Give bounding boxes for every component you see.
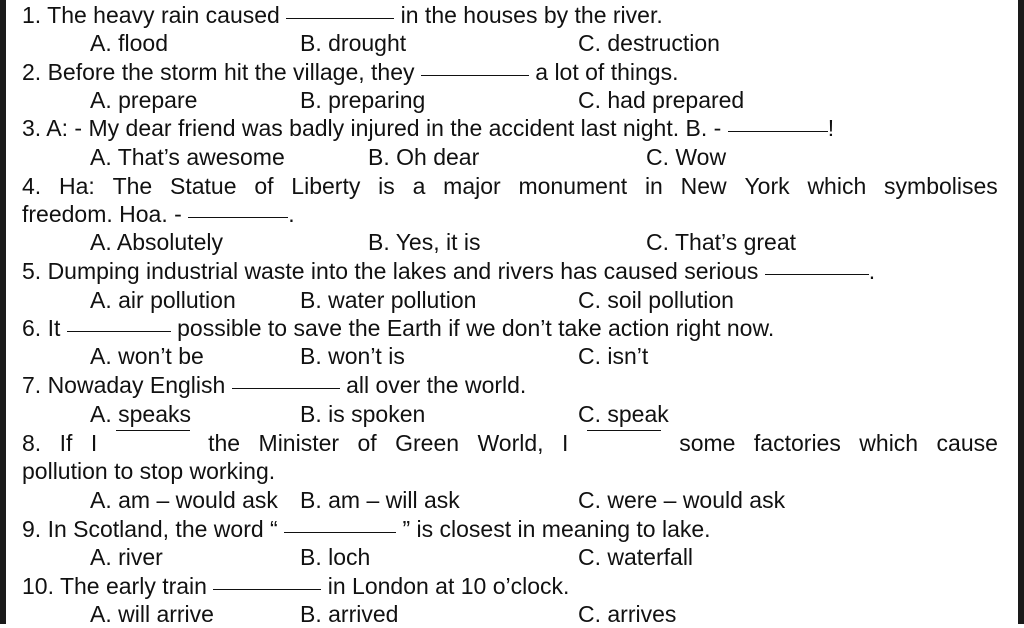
answer-blank[interactable] [728,130,828,132]
question-10-text-b: in London at 10 o’clock. [327,573,570,599]
word: I [90,430,98,456]
word: I [561,430,569,456]
word: Green [395,430,460,456]
word: Statue [170,173,237,199]
option-c[interactable]: C. That’s great [646,229,797,255]
word: York [744,173,790,199]
word: which [859,430,919,456]
word: World, [477,430,544,456]
option-b[interactable]: B. loch [300,544,371,570]
word: Liberty [291,173,361,199]
option-b[interactable]: B. preparing [300,87,426,113]
answer-blank[interactable] [587,429,661,431]
word: in [644,173,663,199]
word: some [679,430,736,456]
question-2-text-b: a lot of things. [535,59,679,85]
option-c[interactable]: C. arrives [578,601,677,627]
left-frame-edge [0,0,6,624]
option-a[interactable]: A. river [90,544,163,570]
word: Ha: [58,173,95,199]
question-7 [22,371,526,399]
word: which [807,173,867,199]
answer-blank[interactable] [421,74,529,76]
word: The [112,173,153,199]
question-1 [22,1,663,29]
question-1-text-a: 1. The heavy rain caused [22,2,280,28]
answer-blank[interactable] [67,330,171,332]
question-10-text-a: 10. The early train [22,573,207,599]
question-5-text-b: . [868,258,876,284]
word: of [254,173,274,199]
question-10 [22,572,569,600]
question-6 [22,314,774,342]
answer-blank[interactable] [765,273,869,275]
option-a[interactable]: A. That’s awesome [90,144,285,170]
option-b[interactable]: B. Yes, it is [368,229,481,255]
option-c[interactable]: C. destruction [578,30,720,56]
option-a[interactable]: A. prepare [90,87,198,113]
question-2-text-a: 2. Before the storm hit the village, they [22,59,415,85]
word: is [378,173,395,199]
question-3 [22,114,834,142]
word: If [59,430,73,456]
question-3-text-a: 3. A: - My dear friend was badly injured in the accident last night. B. - [22,115,722,141]
word: a [412,173,426,199]
question-6-text-a: 6. It [22,315,61,341]
option-a[interactable]: A. won’t be [90,343,204,369]
option-a[interactable]: A. Absolutely [90,229,223,255]
option-b[interactable]: B. won’t is [300,343,405,369]
option-b[interactable]: B. Oh dear [368,144,480,170]
question-9-text-a: 9. In Scotland, the word “ [22,516,278,542]
question-1-text-b: in the houses by the river. [400,2,663,28]
question-3-text-b: ! [827,115,835,141]
option-c[interactable]: C. isn’t [578,343,649,369]
word: cause [936,430,998,456]
question-6-text-b: possible to save the Earth if we don’t take action right now. [177,315,775,341]
question-8-line-1 [22,429,998,457]
word: factories [753,430,841,456]
option-a[interactable]: A. air pollution [90,287,236,313]
answer-blank[interactable] [116,429,190,431]
option-a[interactable]: A. flood [90,30,168,56]
question-5-text-a: 5. Dumping industrial waste into the lakes and rivers has caused serious [22,258,759,284]
option-b[interactable]: B. drought [300,30,407,56]
word: New [680,173,727,199]
answer-blank[interactable] [284,531,396,533]
question-4-line-1 [22,172,998,200]
answer-blank[interactable] [188,216,288,218]
question-7-text-b: all over the world. [346,372,527,398]
question-9 [22,515,711,543]
word: Minister [258,430,340,456]
question-4-text-b: . [288,201,295,227]
right-frame-edge [1018,0,1024,624]
word: 4. [22,173,42,199]
question-5 [22,257,875,285]
option-c[interactable]: C. waterfall [578,544,694,570]
word: 8. [22,430,42,456]
answer-blank[interactable] [213,588,321,590]
question-9-text-b: ” is closest in meaning to lake. [402,516,711,542]
answer-blank[interactable] [232,387,340,389]
option-b[interactable]: B. arrived [300,601,399,627]
option-b[interactable]: B. water pollution [300,287,477,313]
question-4-text-a: freedom. Hoa. - [22,201,182,227]
word: symbolises [884,173,998,199]
question-7-text-a: 7. Nowaday English [22,372,226,398]
option-a[interactable]: A. will arrive [90,601,214,627]
option-c[interactable]: C. Wow [646,144,727,170]
option-c[interactable]: C. speak [578,401,669,427]
option-a[interactable]: A. speaks [90,401,191,427]
option-c[interactable]: C. soil pollution [578,287,734,313]
option-b[interactable]: B. am – will ask [300,487,460,513]
option-a[interactable]: A. am – would ask [90,487,278,513]
word: major [443,173,501,199]
answer-blank[interactable] [286,17,394,19]
option-b[interactable]: B. is spoken [300,401,426,427]
question-4-line-2 [22,200,295,228]
word: of [357,430,377,456]
option-c[interactable]: C. had prepared [578,87,745,113]
question-8-line-2: pollution to stop working. [22,458,276,484]
question-2 [22,58,678,86]
option-c[interactable]: C. were – would ask [578,487,786,513]
word: monument [518,173,628,199]
word: the [208,430,241,456]
